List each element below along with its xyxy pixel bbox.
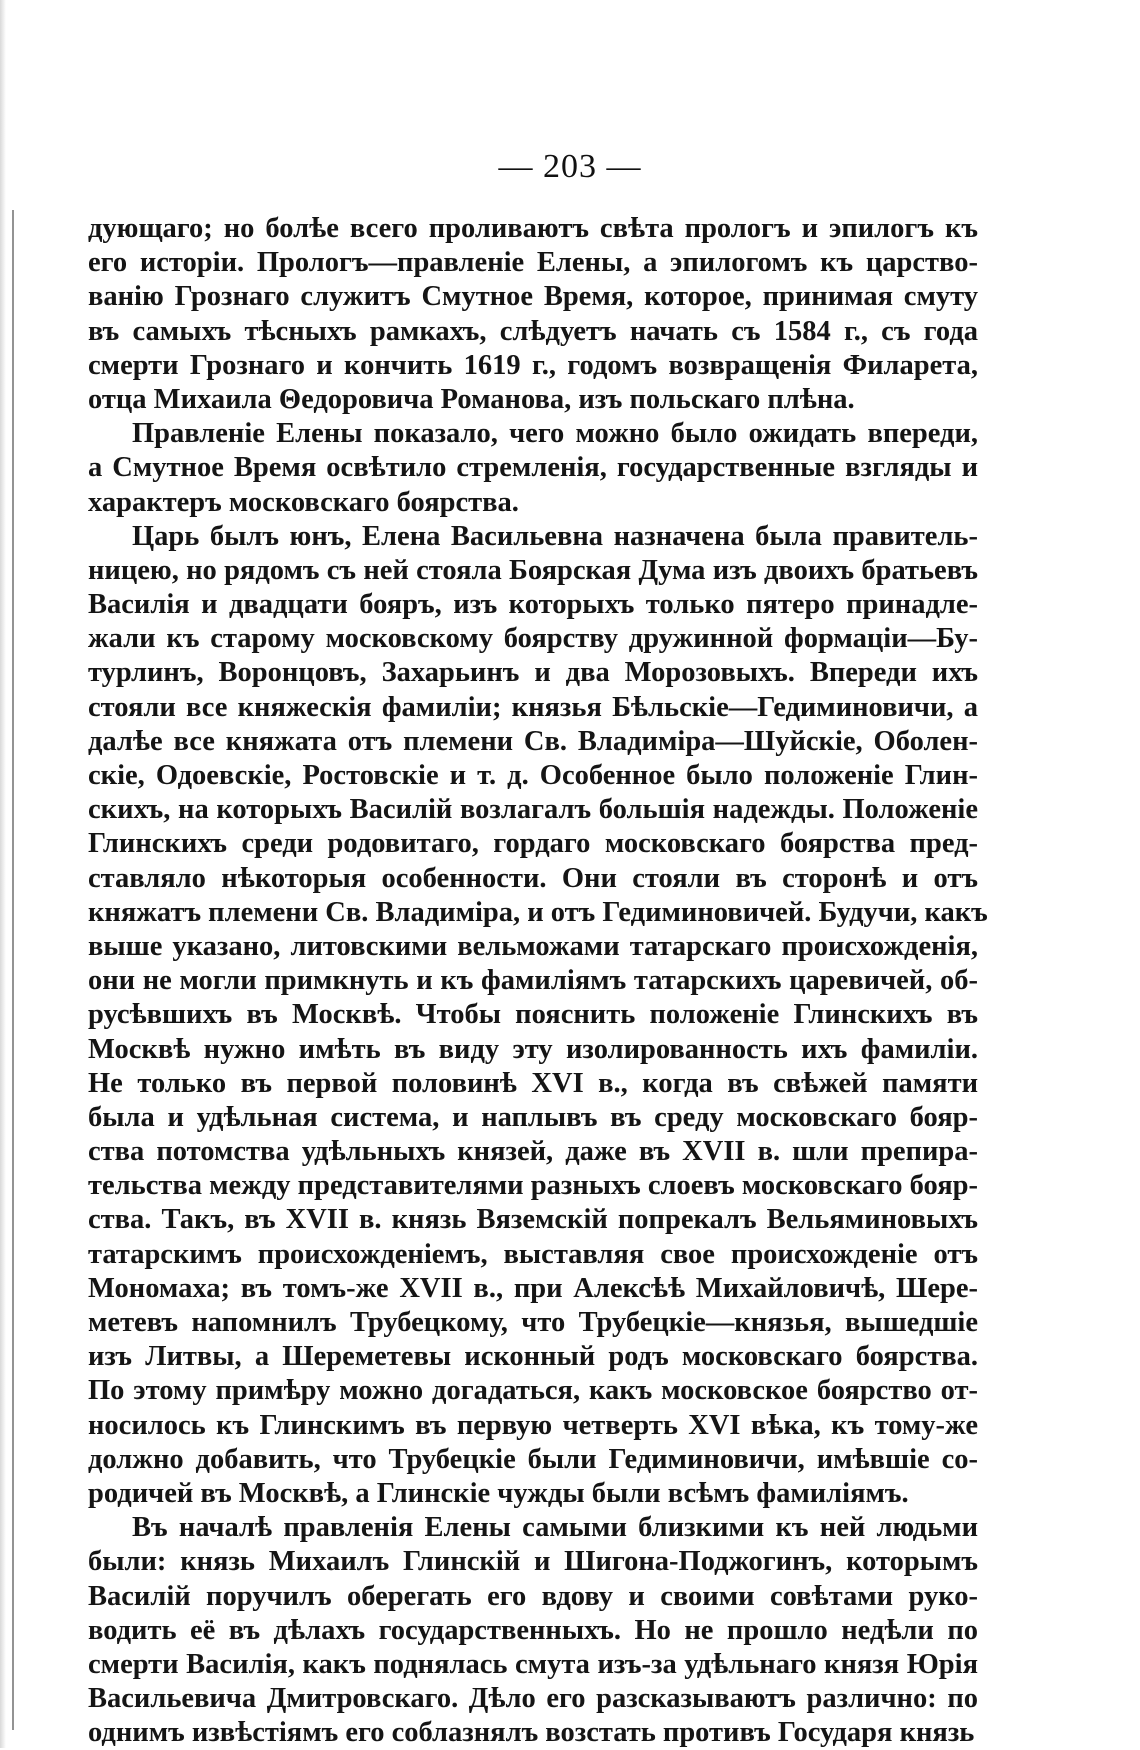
- text-line: были: князь Михаилъ Глинскій и Шигона-Поджогинъ, которымъ: [88, 1546, 978, 1578]
- text-line: ставляло нѣкоторыя особенности. Они стояли въ сторонѣ и отъ: [88, 862, 978, 894]
- body-text: [88, 212, 988, 1750]
- text-line: ницею, но рядомъ съ ней стояла Боярская Дума изъ двоихъ братьевъ: [88, 554, 978, 586]
- text-line: тельства между представителями разныхъ слоевъ московскаго бояр-: [88, 1170, 978, 1202]
- text-line: его исторіи. Прологъ—правленіе Елены, а эпилогомъ къ царство-: [88, 247, 978, 279]
- text-line: Глинскихъ среди родовитаго, гордаго московскаго боярства пред-: [88, 828, 978, 860]
- text-line: Василій поручилъ оберегать его вдову и своими совѣтами руко-: [88, 1580, 978, 1612]
- text-line: Правленіе Елены показало, чего можно было ожидать впереди,: [132, 418, 978, 450]
- text-line: должно добавить, что Трубецкіе были Гедиминовичи, имѣвшіе со-: [88, 1443, 978, 1475]
- text-line: ванію Грознаго служитъ Смутное Время, которое, принимая смуту: [88, 281, 978, 313]
- text-line: а Смутное Время освѣтило стремленія, государственные взгляды и: [88, 452, 978, 484]
- text-line: Въ началѣ правленія Елены самыми близкими къ ней людьми: [132, 1512, 978, 1544]
- text-line: турлинъ, Воронцовъ, Захарьинъ и два Морозовыхъ. Впереди ихъ: [88, 657, 978, 689]
- text-line: стояли все княжескія фамиліи; князья Бѣльскіе—Гедиминовичи, а: [88, 691, 978, 723]
- text-line: Василія и двадцати бояръ, изъ которыхъ только пятеро принадле-: [88, 589, 978, 621]
- text-line: въ самыхъ тѣсныхъ рамкахъ, слѣдуетъ начать съ 1584 г., съ года: [88, 315, 978, 347]
- text-line: они не могли примкнуть и къ фамиліямъ татарскихъ царевичей, об-: [88, 965, 978, 997]
- text-line: жали къ старому московскому боярству дружинной формаціи—Бу-: [88, 623, 978, 655]
- text-line: Москвѣ нужно имѣть въ виду эту изолированность ихъ фамиліи.: [88, 1033, 978, 1065]
- text-line: Мономаха; въ томъ-же XVII в., при Алексѣѣ Михайловичѣ, Шере-: [88, 1272, 978, 1304]
- text-line: По этому примѣру можно догадаться, какъ московское боярство от-: [88, 1375, 978, 1407]
- paragraph: [88, 417, 978, 520]
- text-line: носилось къ Глинскимъ въ первую четверть XVI вѣка, къ тому-же: [88, 1409, 978, 1441]
- text-line: Царь былъ юнъ, Елена Васильевна назначена была правитель-: [132, 520, 978, 552]
- text-line: скихъ, на которыхъ Василій возлагалъ большія надежды. Положеніе: [88, 794, 978, 826]
- text-line: изъ Литвы, а Шереметевы исконный родъ московскаго боярства.: [88, 1341, 978, 1373]
- text-line: Не только въ первой половинѣ XVI в., когда въ свѣжей памяти: [88, 1067, 978, 1099]
- text-line: княжатъ племени Св. Владиміра, и отъ Гедиминовичей. Будучи, какъ: [88, 896, 988, 928]
- text-line: характеръ московскаго боярства.: [88, 486, 519, 518]
- paragraph: [88, 1511, 978, 1750]
- text-line: метевъ напомнилъ Трубецкому, что Трубецкіе—князья, вышедшіе: [88, 1307, 978, 1338]
- text-line: далѣе все княжата отъ племени Св. Владиміра—Шуйскіе, Оболен-: [88, 725, 978, 757]
- text-line: скіе, Одоевскіе, Ростовскіе и т. д. Особенное было положеніе Глин-: [88, 760, 978, 791]
- paragraph: [88, 520, 988, 1511]
- text-line: выше указано, литовскими вельможами татарскаго происхожденія,: [88, 930, 978, 962]
- text-line: однимъ извѣстіямъ его соблазнялъ возстать противъ Государя князь: [88, 1717, 975, 1749]
- text-line: смерти Василія, какъ поднялась смута изъ-за удѣльнаго князя Юрія: [88, 1648, 978, 1680]
- text-line: ства потомства удѣльныхъ князей, даже въ XVII в. шли препира-: [88, 1136, 978, 1168]
- text-line: родичей въ Москвѣ, а Глинскіе чужды были всѣмъ фамиліямъ.: [88, 1477, 909, 1509]
- scan-edge-shadow: [0, 0, 6, 1748]
- text-line: татарскимъ происхожденіемъ, выставляя свое происхожденіе отъ: [88, 1238, 978, 1270]
- scan-edge-line: [12, 210, 14, 1730]
- text-line: водить её въ дѣлахъ государственныхъ. Но не прошло недѣли по: [88, 1614, 978, 1646]
- text-line: дующаго; но болѣе всего проливаютъ свѣта прологъ и эпилогъ къ: [88, 213, 978, 244]
- text-line: смерти Грознаго и кончить 1619 г., годомъ возвращенія Филарета,: [88, 349, 978, 381]
- text-line: русѣвшихъ въ Москвѣ. Чтобы пояснить положеніе Глинскихъ въ: [88, 999, 978, 1031]
- text-line: ства. Такъ, въ XVII в. князь Вяземскій попрекалъ Вельяминовыхъ: [88, 1204, 978, 1236]
- page-number: — 203 —: [498, 148, 642, 185]
- text-line: отца Михаила Θедоровича Романова, изъ польскаго плѣна.: [88, 383, 855, 415]
- text-line: была и удѣльная система, и наплывъ въ среду московскаго бояр-: [88, 1101, 978, 1133]
- paragraph: [88, 212, 978, 417]
- text-line: Васильевича Дмитровскаго. Дѣло его разсказываютъ различно: по: [88, 1683, 978, 1715]
